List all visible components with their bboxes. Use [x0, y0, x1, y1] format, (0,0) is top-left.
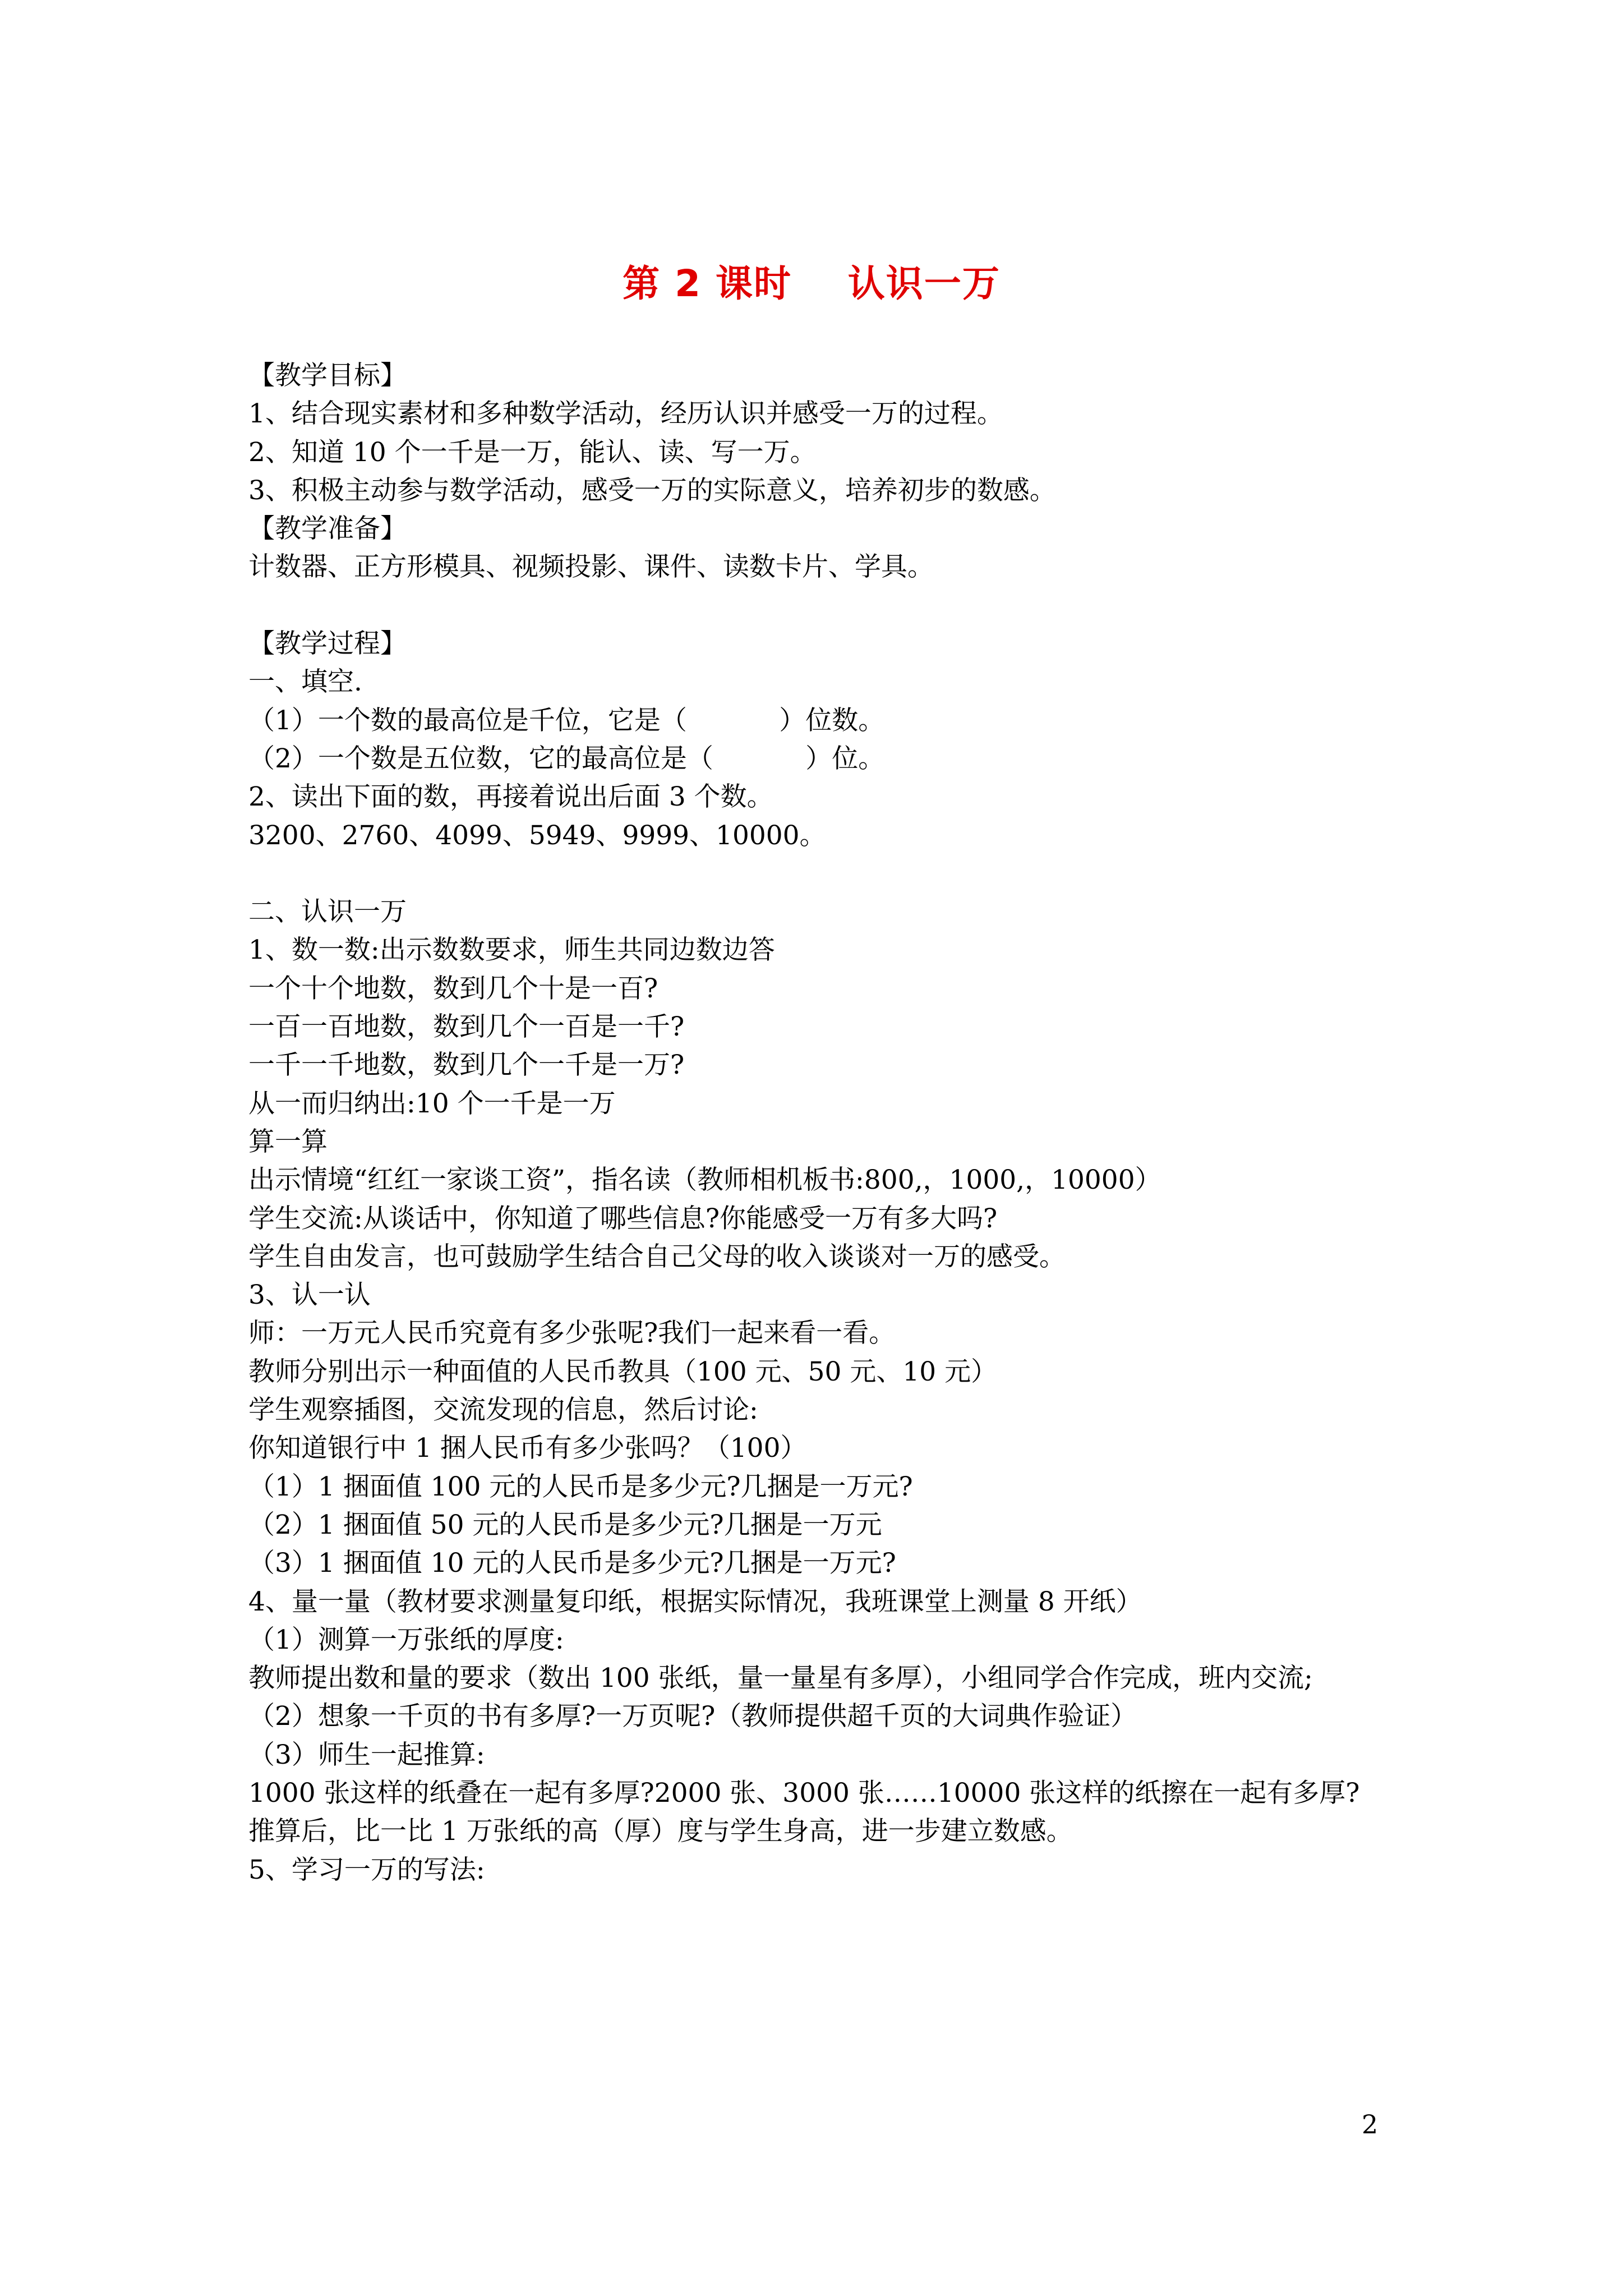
text-line: 算一算: [248, 1126, 328, 1157]
text-line: （3）1 捆面值 10 元的人民币是多少元?几捆是一万元?: [248, 1548, 896, 1579]
text-line: 1、数一数:出示数数要求，师生共同边数边答: [248, 935, 775, 966]
goal-line: 2、知道 10 个一千是一万，能认、读、写一万。: [248, 436, 817, 468]
text-line: 一千一千地数，数到几个一千是一万?: [248, 1050, 685, 1081]
text-line: 一、填空.: [248, 666, 362, 698]
text-line: （1）一个数的最高位是千位，它是（ ）位数。: [248, 705, 885, 736]
blank-line: [248, 855, 1398, 893]
text-line: 2、读出下面的数，再接着说出后面 3 个数。: [248, 781, 773, 813]
text-line: 学生观察插图，交流发现的信息，然后讨论:: [248, 1395, 758, 1426]
text-line: （1）1 捆面值 100 元的人民币是多少元?几捆是一万元?: [248, 1471, 913, 1502]
text-line: 教师分别出示一种面值的人民币教具（100 元、50 元、10 元）: [248, 1356, 998, 1387]
text-line: （2）想象一千页的书有多厚?一万页呢?（教师提供超千页的大词典作验证）: [248, 1701, 1137, 1732]
text-line: （2）1 捆面值 50 元的人民币是多少元?几捆是一万元: [248, 1509, 882, 1540]
lesson-title: 第 2 课时 认识一万: [623, 262, 1000, 305]
text-line: （2）一个数是五位数，它的最高位是（ ）位。: [248, 743, 885, 774]
blank-line: [248, 587, 1398, 625]
preparation-line: 计数器、正方形模具、视频投影、课件、读数卡片、学具。: [248, 551, 934, 583]
heading-teaching-process: 【教学过程】: [248, 628, 407, 660]
text-line: 3200、2760、4099、5949、9999、10000。: [248, 820, 826, 851]
text-line: 从一而归纳出:10 个一千是一万: [248, 1088, 616, 1119]
text-line: （1）测算一万张纸的厚度:: [248, 1624, 564, 1655]
text-line: 学生交流:从谈话中，你知道了哪些信息?你能感受一万有多大吗?: [248, 1203, 998, 1234]
section-heading: 二、认识一万: [248, 896, 407, 928]
text-line: 5、学习一万的写法:: [248, 1854, 485, 1885]
text-line: （3）师生一起推算:: [248, 1739, 485, 1770]
text-line: 3、认一认: [248, 1280, 371, 1311]
text-line: 学生自由发言，也可鼓励学生结合自己父母的收入谈谈对一万的感受。: [248, 1241, 1066, 1272]
text-line: 出示情境“红红一家谈工资”，指名读（教师相机板书:800,，1000,，10000）: [248, 1165, 1161, 1196]
heading-teaching-goals: 【教学目标】: [248, 360, 407, 391]
text-line: 教师提出数和量的要求（数出 100 张纸，量一量星有多厚），小组同学合作完成，班内交流;: [248, 1663, 1313, 1694]
text-line: 4、量一量（教材要求测量复印纸，根据实际情况，我班课堂上测量 8 开纸）: [248, 1586, 1142, 1617]
heading-teaching-preparation: 【教学准备】: [248, 513, 407, 545]
document-body: [248, 357, 1398, 1889]
goal-line: 3、积极主动参与数学活动，感受一万的实际意义，培养初步的数感。: [248, 475, 1056, 506]
text-line: 一百一百地数，数到几个一百是一千?: [248, 1011, 685, 1043]
text-line: 1000 张这样的纸叠在一起有多厚?2000 张、3000 张……10000 张这样的纸擦在一起有多厚?: [248, 1777, 1360, 1809]
text-line: 你知道银行中 1 捆人民币有多少张吗？（100）: [248, 1433, 807, 1464]
text-line: 推算后，比一比 1 万张纸的高（厚）度与学生身高，进一步建立数感。: [248, 1816, 1073, 1847]
text-line: 一个十个地数，数到几个十是一百?: [248, 973, 658, 1004]
page-number: 2: [1362, 2109, 1378, 2139]
text-line: 师：一万元人民币究竟有多少张呢?我们一起来看一看。: [248, 1318, 896, 1349]
goal-line: 1、结合现实素材和多种数学活动，经历认识并感受一万的过程。: [248, 398, 1003, 430]
